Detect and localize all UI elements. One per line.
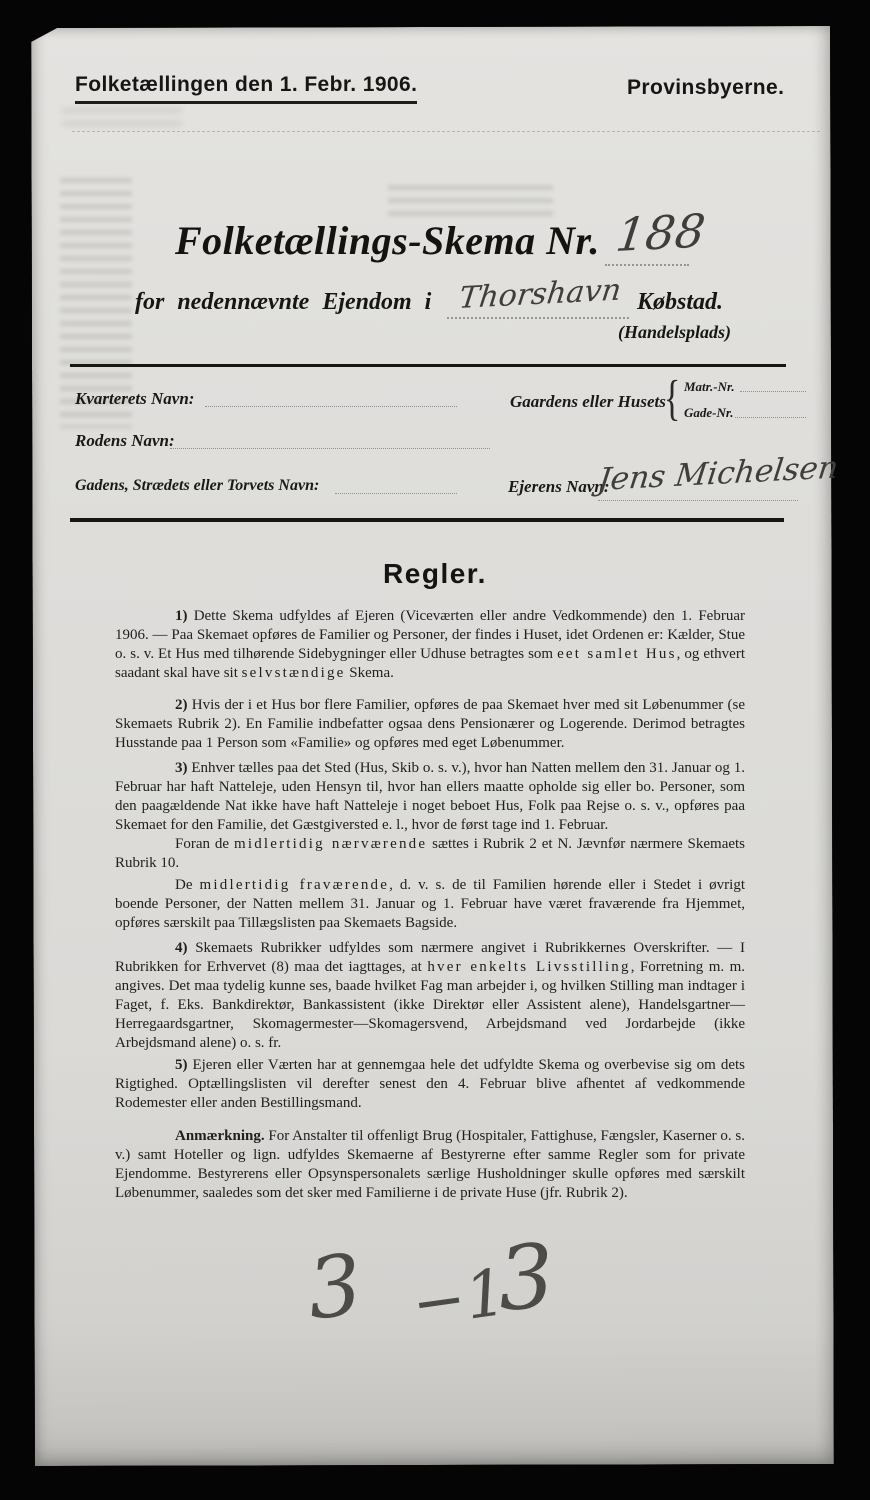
rule-paragraph-4 (115, 939, 745, 1053)
rule-3-text: Enhver tælles paa det Sted (Hus, Skib o. s. v.), hvor han Natten mellem den 31. Januar og 1. Februar har haft Natteleje, uden Hensyn til, hvor han ellers maatte opholde sig eller bo. Personer, som den paagældende Nat ikke have haft Natteleje i noget beboet Hus, Folk paa Rejse o. s. v., opføres paa Skemaet for den Familie, det Gæstgiversted e. l., hvor de først tage ind 1. Februar. (115, 760, 745, 833)
rule-5-text: Ejeren eller Værten har at gennemgaa hele det udfyldte Skema og overbevise sig om dets Rigtighed. Optællingslisten vil derefter senest den 4. Februar blive afhentet af vedkommende Rodemester eller anden Bestillingsmand. (115, 1057, 745, 1111)
rule-2-number: 2) (175, 697, 188, 713)
anm-text: For Anstalter til offenligt Brug (Hospitaler, Fattighuse, Fængsler, Kaserner o. s. v.) samt Hoteller og lign. udfyldes Skemaerne af Bestyrerne efter samme Regler som for private Ejendomme. Bestyrerens eller Opsynspersonalets særlige Husholdninger skulle opføres med særskilt Løbenummer, saaledes som det sker med Familierne i de private Huse (jfr. Rubrik 2). (115, 1128, 745, 1201)
field-label-matr: Matr.-Nr. (684, 379, 735, 394)
rule-3-number: 3) (175, 760, 188, 776)
field-line-matr (740, 391, 806, 392)
rule-1-emphasis: eet samlet Hus (557, 646, 677, 662)
field-label-rode: Rodens Navn: (75, 431, 175, 450)
field-label-kvarter: Kvarterets Navn: (75, 389, 195, 408)
brace-glyph: { (664, 372, 681, 427)
subtitle-post: Købstad. (637, 289, 724, 315)
place-handwritten (457, 272, 624, 316)
rule-5-number: 5) (175, 1057, 188, 1073)
rule-paragraph-3c (115, 876, 745, 933)
rule-1-text: Dette Skema udfyldes af Ejeren (Viceværten eller andre Vedkommende) den 1. Februar 1906. — Paa Skemaet opføres de Familier og Personer, der findes i Huset, idet Ordenen er: Kælder, Stue o. s. v. Et Hus med tilhørende Sidebygninger eller Udhuse betragtes som (115, 608, 745, 662)
rule-paragraph-3b (115, 835, 745, 873)
field-label-street: Gadens, Strædets eller Torvets Navn: (75, 477, 320, 494)
form-number-value: 188 (613, 203, 709, 262)
rule-2-text: Hvis der i et Hus bor flere Familier, opføres de paa Skemaet hver med sit Løbenummer (se Skemaets Rubrik 2). En Familie indbefatter ogsaa dens Pensionærer og Logerende. Derimod betragtes Husstande paa 1 Person som «Familie» og opføres med eget Løbenummer. (115, 697, 745, 751)
tally-mark-3: 3 (494, 1224, 558, 1331)
field-line-street (335, 493, 457, 494)
rule-4-text: Skemaets Rubrikker udfyldes som nærmere angivet i Rubrikkernes Overskrifter. — I Rubrikken for Erhvervet (8) maa det iagttages, at (115, 940, 745, 975)
rule-3b-text: Foran de (175, 836, 234, 852)
subtitle-note: (Handelsplads) (618, 322, 732, 342)
place-value: Thorshavn (457, 272, 624, 316)
rule-4-text: , Forretning m. m. angives. Det maa tydelig kunne ses, baade hvilket Fag man arbejder i, og hvilken Stilling man indtager i Faget, f. Eks. Bankdirektør, Bankassistent (ikke Direktør eller Assistent alene), Handelsgartner—Herregaardsgartner, Skomagermester—Skomagersvend, Arbejdsmand ved Jordarbejde (ikke Arbejdsmand alene) o. s. fr. (115, 959, 746, 1051)
owner-value: Jens Michelsen (596, 449, 841, 498)
rule-paragraph-2 (115, 696, 745, 753)
rule-3c-text: , d. v. s. de til Familien hørende eller i Stedet i øvrigt boende Personer, der Natten mellem 31. Januar og 1. Februar have været fraværende fra Hjemmet, opføres særskilt paa Tillægslisten paa Skemaets Bagside. (115, 877, 745, 931)
rule-paragraph-3 (115, 759, 745, 835)
tally-mark-2: −1 (407, 1255, 512, 1343)
form-number-line (605, 264, 689, 266)
field-label-gaard: Gaardens eller Husets (510, 392, 666, 411)
field-line-rode (170, 448, 490, 449)
header-right-title: Provinsbyerne. (627, 76, 785, 99)
field-line-owner (598, 500, 798, 501)
rule-3c-text: De (175, 877, 200, 893)
subtitle-pre: for nedennævnte Ejendom i (135, 289, 432, 315)
rule-1-text: , og ethvert saadant skal have sit (115, 646, 745, 681)
rule-4-number: 4) (175, 940, 188, 956)
faint-rule (72, 131, 820, 132)
divider-rule-top (70, 364, 786, 367)
rule-1-emphasis: selvstændige (241, 665, 346, 681)
rules-heading: Regler. (383, 558, 487, 589)
rule-1-number: 1) (175, 608, 188, 624)
divider-rule-bottom (70, 518, 784, 522)
rule-3c-emphasis: midlertidig fraværende (199, 877, 390, 893)
rule-3b-emphasis: midlertidig nærværende (233, 836, 428, 852)
rule-paragraph-5 (115, 1056, 745, 1113)
bleed-through-artifact (388, 185, 553, 217)
field-line-kvarter (205, 406, 457, 407)
field-line-gadenr (735, 417, 806, 418)
form-number-handwritten (613, 203, 709, 262)
rule-3b-text: sættes i Rubrik 2 et N. Jævnfør nærmere Skemaets Rubrik 10. (115, 836, 746, 871)
rule-4-emphasis: hver enkelts Livsstilling (427, 959, 631, 975)
field-label-gadenr: Gade-Nr. (684, 405, 734, 420)
owner-handwritten (596, 449, 841, 498)
place-fill-line (447, 317, 629, 319)
rule-paragraph-1 (115, 607, 745, 683)
field-label-owner: Ejerens Navn: (508, 477, 610, 496)
form-title: Folketællings-Skema Nr. (175, 218, 600, 263)
rule-1-text: Skema. (345, 665, 394, 681)
tally-mark-1: 3 (303, 1235, 367, 1339)
rule-paragraph-anm (115, 1127, 745, 1203)
header-left-title: Folketællingen den 1. Febr. 1906. (75, 73, 417, 104)
anm-lead: Anmærkning. (175, 1128, 265, 1144)
